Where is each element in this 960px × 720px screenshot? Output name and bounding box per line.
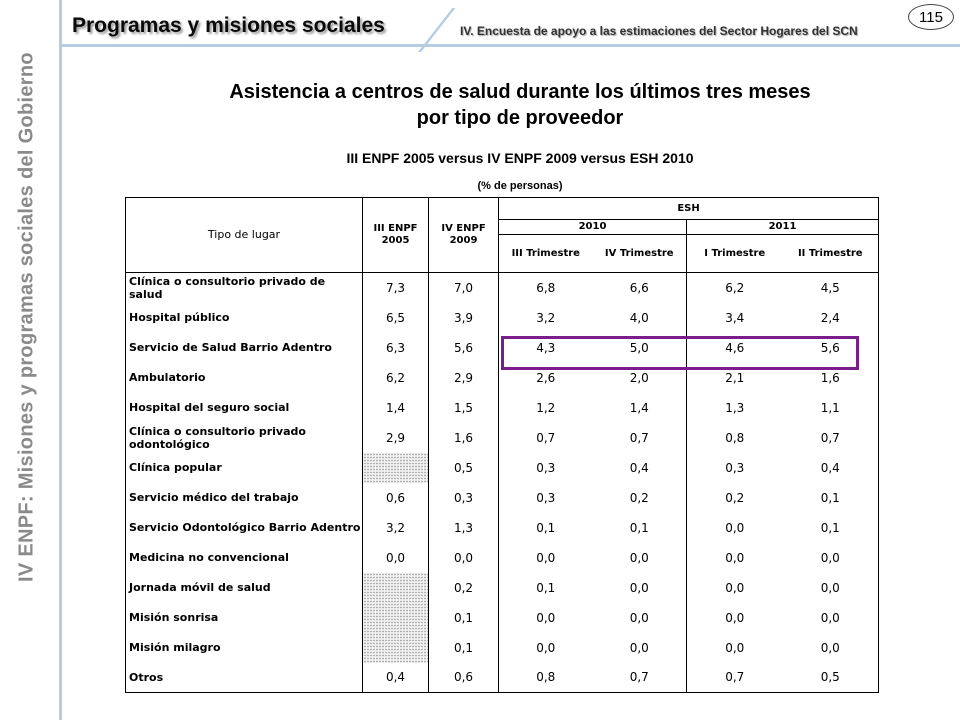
value-2010-q4: 4,0 xyxy=(593,303,687,333)
header-year-2011: 2011 xyxy=(687,220,879,235)
table-row xyxy=(126,273,879,303)
value-enpf-2005: 7,3 xyxy=(363,273,429,303)
header-esh: ESH xyxy=(499,198,879,220)
value-2011-q1: 1,3 xyxy=(725,400,745,415)
header-quarter-iii: III Trimestre xyxy=(499,235,593,273)
value-2011-q1: 0,3 xyxy=(725,460,745,475)
value-enpf-2009: 0,1 xyxy=(429,633,499,663)
page-number-badge: 115 xyxy=(908,4,954,30)
value-2011-q2: 0,1 xyxy=(783,513,879,543)
row-label: Hospital público xyxy=(126,303,363,333)
value-2010-q4: 0,4 xyxy=(593,453,687,483)
row-label: Servicio de Salud Barrio Adentro xyxy=(126,333,363,363)
value-2010-q3: 0,3 xyxy=(536,490,556,505)
value-2011-q2: 0,0 xyxy=(783,543,879,573)
value-2010-q4: 0,0 xyxy=(593,573,687,603)
value-enpf-2005: 2,9 xyxy=(363,423,429,453)
value-enpf-2009: 0,5 xyxy=(429,453,499,483)
value-enpf-2005: 1,4 xyxy=(363,393,429,423)
value-2010-q3: 0,1 xyxy=(536,580,556,595)
side-label: IV ENPF: Misiones y programas sociales del Gobierno xyxy=(15,52,38,582)
table-row xyxy=(126,423,879,453)
row-label: Hospital del seguro social xyxy=(126,393,363,423)
value-2010-q4: 2,0 xyxy=(593,363,687,393)
value-2010-q4: 0,2 xyxy=(593,483,687,513)
value-enpf-2005: 6,3 xyxy=(363,333,429,363)
value-2011-q2: 2,4 xyxy=(783,303,879,333)
page-title-line1: Asistencia a centros de salud durante los últimos tres meses xyxy=(229,81,811,103)
table-row xyxy=(126,303,879,333)
value-2010-q4: 5,0 xyxy=(593,333,687,363)
value-2010-q3: 2,6 xyxy=(536,370,556,385)
value-2011-q2: 5,6 xyxy=(783,333,879,363)
value-2011-q1: 3,4 xyxy=(725,310,745,325)
row-label: Ambulatorio xyxy=(126,363,363,393)
header-enpf-2009 xyxy=(429,198,499,273)
value-enpf-2009: 2,9 xyxy=(429,363,499,393)
value-2011-q1: 0,0 xyxy=(725,550,745,565)
value-enpf-2009: 1,3 xyxy=(429,513,499,543)
header-enpf-2009-year: 2009 xyxy=(449,235,478,246)
barrio-adentro-highlight xyxy=(501,336,859,370)
table-row xyxy=(126,513,879,543)
header-divider xyxy=(62,44,960,47)
row-label: Misión milagro xyxy=(126,633,363,663)
value-2011-q1: 0,0 xyxy=(725,520,745,535)
value-2011-q2: 1,1 xyxy=(783,393,879,423)
header-quarter-i: I Trimestre xyxy=(687,235,783,273)
health-center-table xyxy=(125,197,879,693)
value-2010-q3: 0,0 xyxy=(536,640,556,655)
row-label: Clínica o consultorio privado odontológico xyxy=(126,423,363,453)
value-2010-q4: 6,6 xyxy=(593,273,687,303)
value-enpf-2005 xyxy=(363,573,429,603)
value-2011-q1: 0,2 xyxy=(725,490,745,505)
row-label: Clínica o consultorio privado de salud xyxy=(126,273,363,303)
value-2011-q2: 0,7 xyxy=(783,423,879,453)
row-label: Otros xyxy=(126,663,363,693)
value-enpf-2005: 3,2 xyxy=(363,513,429,543)
value-2010-q4: 0,7 xyxy=(593,423,687,453)
value-2010-q3: 0,0 xyxy=(536,610,556,625)
value-2011-q2: 0,0 xyxy=(783,603,879,633)
side-bar xyxy=(0,0,62,720)
value-2011-q2: 1,6 xyxy=(783,363,879,393)
table-row xyxy=(126,393,879,423)
table-row xyxy=(126,483,879,513)
value-enpf-2005: 6,5 xyxy=(363,303,429,333)
table-row xyxy=(126,663,879,693)
value-enpf-2005 xyxy=(363,603,429,633)
value-2011-q1: 6,2 xyxy=(725,280,745,295)
value-2010-q3: 4,3 xyxy=(536,340,556,355)
value-2010-q4: 0,1 xyxy=(593,513,687,543)
value-2011-q2: 0,4 xyxy=(783,453,879,483)
value-enpf-2009: 0,1 xyxy=(429,603,499,633)
header-enpf-2005 xyxy=(363,198,429,273)
header-tipo-de-lugar: Tipo de lugar xyxy=(126,198,363,273)
table-row xyxy=(126,603,879,633)
row-label: Jornada móvil de salud xyxy=(126,573,363,603)
value-enpf-2005: 0,0 xyxy=(363,543,429,573)
value-2011-q2: 0,5 xyxy=(783,663,879,693)
row-label: Clínica popular xyxy=(126,453,363,483)
table-row xyxy=(126,543,879,573)
value-enpf-2009: 0,2 xyxy=(429,573,499,603)
value-2011-q1: 0,8 xyxy=(725,430,745,445)
value-2010-q4: 0,0 xyxy=(593,633,687,663)
value-enpf-2009: 1,6 xyxy=(429,423,499,453)
value-2010-q4: 0,7 xyxy=(593,663,687,693)
table-row xyxy=(126,633,879,663)
value-2010-q3: 0,3 xyxy=(536,460,556,475)
value-2011-q2: 0,0 xyxy=(783,633,879,663)
value-enpf-2009: 7,0 xyxy=(429,273,499,303)
value-enpf-2009: 5,6 xyxy=(429,333,499,363)
value-enpf-2005 xyxy=(363,633,429,663)
table-row xyxy=(126,453,879,483)
value-2010-q3: 1,2 xyxy=(536,400,556,415)
value-2010-q3: 0,0 xyxy=(536,550,556,565)
value-enpf-2009: 0,3 xyxy=(429,483,499,513)
comparison-subtitle: III ENPF 2005 versus IV ENPF 2009 versus ESH 2010 xyxy=(346,150,694,166)
header-year-2010: 2010 xyxy=(499,220,687,235)
value-2010-q3: 3,2 xyxy=(536,310,556,325)
row-label: Misión sonrisa xyxy=(126,603,363,633)
page-title-line2: por tipo de proveedor xyxy=(416,107,624,129)
value-enpf-2005: 0,6 xyxy=(363,483,429,513)
value-2010-q4: 1,4 xyxy=(593,393,687,423)
row-label: Servicio Odontológico Barrio Adentro xyxy=(126,513,363,543)
header-quarter-iv: IV Trimestre xyxy=(593,235,687,273)
value-2011-q2: 0,0 xyxy=(783,573,879,603)
units-label: (% de personas) xyxy=(477,180,563,192)
value-enpf-2009: 3,9 xyxy=(429,303,499,333)
row-label: Servicio médico del trabajo xyxy=(126,483,363,513)
table-row xyxy=(126,573,879,603)
row-label: Medicina no convencional xyxy=(126,543,363,573)
value-2011-q1: 0,0 xyxy=(725,610,745,625)
value-2010-q4: 0,0 xyxy=(593,603,687,633)
value-enpf-2005: 6,2 xyxy=(363,363,429,393)
value-2010-q3: 0,1 xyxy=(536,520,556,535)
value-enpf-2005: 0,4 xyxy=(363,663,429,693)
value-enpf-2009: 1,5 xyxy=(429,393,499,423)
value-2010-q3: 0,8 xyxy=(499,663,593,693)
value-enpf-2009: 0,6 xyxy=(429,663,499,693)
value-2010-q4: 0,0 xyxy=(593,543,687,573)
value-2010-q3: 0,7 xyxy=(536,430,556,445)
section-title: Programas y misiones sociales xyxy=(72,14,385,37)
value-2011-q1: 0,0 xyxy=(725,580,745,595)
value-2010-q3: 6,8 xyxy=(536,280,556,295)
page-title xyxy=(120,79,920,131)
value-2011-q1: 0,0 xyxy=(725,640,745,655)
value-2011-q2: 0,1 xyxy=(783,483,879,513)
value-enpf-2009: 0,0 xyxy=(429,543,499,573)
value-2011-q1: 0,7 xyxy=(687,663,783,693)
section-subtitle: IV. Encuesta de apoyo a las estimaciones del Sector Hogares del SCN xyxy=(460,24,858,38)
header-quarter-ii: II Trimestre xyxy=(783,235,879,273)
value-2011-q1: 4,6 xyxy=(725,340,745,355)
value-enpf-2005 xyxy=(363,453,429,483)
header-enpf-2009-name: IV ENPF xyxy=(441,223,486,234)
value-2011-q2: 4,5 xyxy=(783,273,879,303)
header-enpf-2005-name: III ENPF xyxy=(373,223,418,234)
value-2011-q1: 2,1 xyxy=(725,370,745,385)
header-enpf-2005-year: 2005 xyxy=(381,235,410,246)
